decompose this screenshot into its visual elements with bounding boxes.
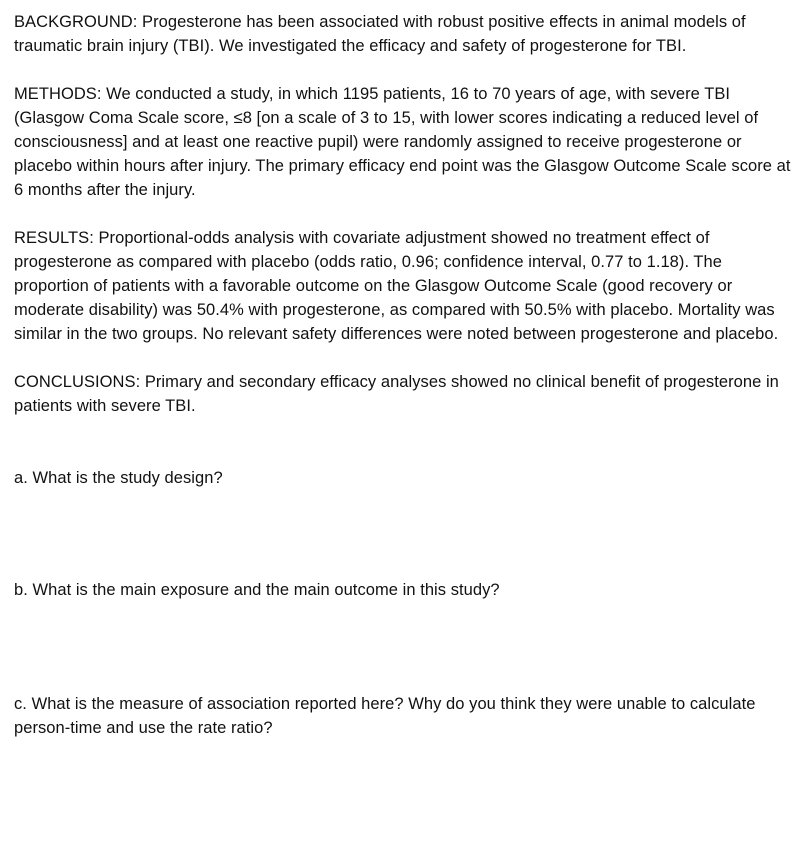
question-b: b. What is the main exposure and the main outcome in this study?	[14, 581, 500, 599]
conclusions-paragraph: CONCLUSIONS: Primary and secondary efficacy analyses showed no clinical benefit of progesterone in patients with severe TBI.	[14, 373, 779, 415]
background-paragraph: BACKGROUND: Progesterone has been associated with robust positive effects in animal models of traumatic brain injury (TBI). We investigated the efficacy and safety of progesterone for TBI.	[14, 13, 746, 55]
question-c: c. What is the measure of association reported here? Why do you think they were unable to calculate person-time and use the rate ratio?	[14, 695, 756, 737]
document-body	[14, 10, 794, 740]
methods-paragraph: METHODS: We conducted a study, in which 1195 patients, 16 to 70 years of age, with severe TBI (Glasgow Coma Scale score, ≤8 [on a scale of 3 to 15, with lower scores indicating a reduced level of consciousness] and at least one reactive pupil) were randomly assigned to receive progesterone or placebo within hours after injury. The primary efficacy end point was the Glasgow Outcome Scale score at 6 months after the injury.	[14, 85, 791, 199]
question-a: a. What is the study design?	[14, 469, 223, 487]
results-paragraph: RESULTS: Proportional-odds analysis with covariate adjustment showed no treatment effect of progesterone as compared with placebo (odds ratio, 0.96; confidence interval, 0.77 to 1.18). The proportion of patients with a favorable outcome on the Glasgow Outcome Scale (good recovery or moderate disability) was 50.4% with progesterone, as compared with 50.5% with placebo. Mortality was similar in the two groups. No relevant safety differences were noted between progesterone and placebo.	[14, 229, 779, 343]
